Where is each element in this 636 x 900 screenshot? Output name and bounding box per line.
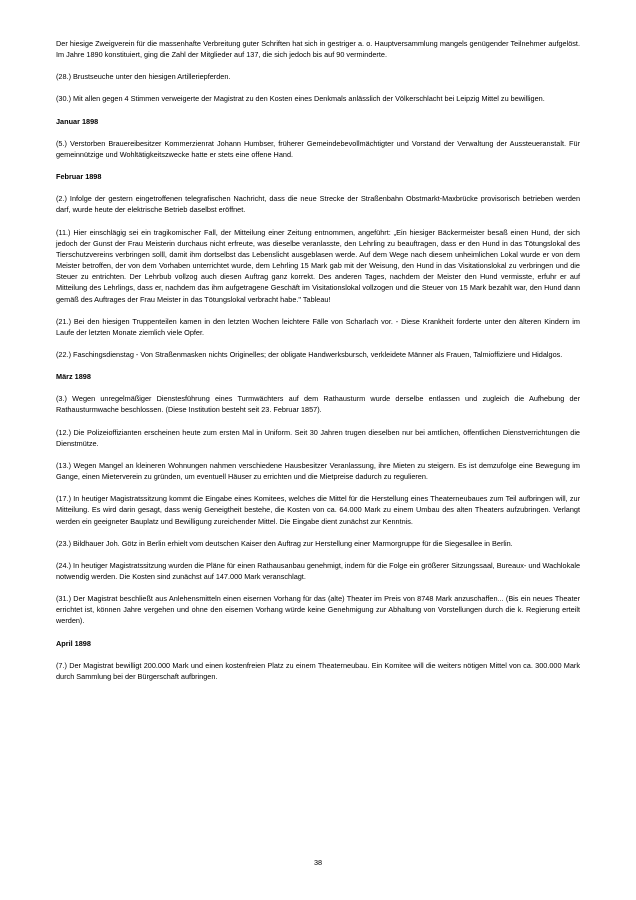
page-number: 38 [313, 858, 323, 867]
paragraph-spacer [56, 60, 580, 71]
paragraph: (7.) Der Magistrat bewilligt 200.000 Mark und einen kostenfreien Platz zu einem Theaterneubau. Ein Komitee will die weiters nötigen Mittel von ca. 300.000 Mark durch Sammlung bei der Bürgerschaft aufbringen. [56, 660, 580, 681]
paragraph: (12.) Die Polizeioffizianten erscheinen heute zum ersten Mal in Uniform. Seit 30 Jahren trugen dieselben nur bei amtlichen, öffentlichen Dienstverrichtungen die Dienstmütze. [56, 427, 580, 448]
document-body [56, 38, 580, 682]
paragraph-spacer [56, 382, 580, 393]
paragraph: (13.) Wegen Mangel an kleineren Wohnungen nahmen verschiedene Hausbesitzer Veranlassung, ihre Mieten zu steigern. Es ist demzufolge eine Bewegung im Gange, einen Mieterverein zu gründen, um eventuell Häuser zu errichten und die Mietpreise dadurch zu regulieren. [56, 460, 580, 482]
paragraph-spacer [56, 449, 580, 460]
paragraph-spacer [56, 82, 580, 93]
paragraph: Der hiesige Zweigverein für die massenhafte Verbreitung guter Schriften hat sich in gestriger a. o. Hauptversammlung mangels genügender Teilnehmer aufgelöst. Im Jahre 1890 konstituiert, ging die Zahl der Mitglieder auf 137, die sich jedoch bis auf 90 verminderte. [56, 39, 580, 60]
paragraph-spacer [56, 127, 580, 138]
paragraph: (2.) Infolge der gestern eingetroffenen telegrafischen Nachricht, dass die neue Strecke der Straßenbahn Obstmarkt-Maxbrücke provisorisch betrieben werden darf, wurde heute der elektrische Betrieb daselbst eröffnet. [56, 194, 580, 215]
paragraph: (23.) Bildhauer Joh. Götz in Berlin erhielt vom deutschen Kaiser den Auftrag zur Herstellung einer Marmorgruppe für die Siegesallee in Berlin. [56, 538, 513, 548]
paragraph-spacer [56, 160, 580, 171]
paragraph-spacer [56, 649, 580, 660]
paragraph-spacer [56, 338, 580, 349]
paragraph-spacer [56, 582, 580, 593]
paragraph-spacer [56, 627, 580, 638]
paragraph-spacer [56, 527, 580, 538]
paragraph-spacer [56, 360, 580, 371]
section-heading: Februar 1898 [56, 172, 102, 182]
paragraph: (17.) In heutiger Magistratssitzung kommt die Eingabe eines Komitees, welches die Mittel für die Herstellung eines Theaterneubaues zum Teil aufbringen will, zur Mitteilung. Es wird darin gesagt, dass wenig Geneigtheit bestehe, die Kosten von ca. 64.000 Mark zu einem Umbau des alten Theaters aufzubringen. Verlangt werden ein geeigneter Bauplatz und Bewilligung zureichender Mittel. Die Eingabe dient zunächst zur Kenntnis. [56, 494, 580, 526]
paragraph-spacer [56, 182, 580, 193]
paragraph-spacer [56, 482, 580, 493]
paragraph: (31.) Der Magistrat beschließt aus Anlehensmitteln einen eisernen Vorhang für das (alte) Theater im Preis von 8748 Mark anzuschaffen... (Bis ein neues Theater errichtet ist, können Jahre vergehen und ohne den eisernen Vorhang würde keine Genehmigung zur Abhaltung von Vorstellungen durch die k. Regierung erteilt werden). [56, 594, 580, 626]
section-heading: März 1898 [56, 372, 91, 382]
paragraph: (22.) Faschingsdienstag - Von Straßenmasken nichts Originelles; der obligate Handwerksbursch, verkleidete Männer als Frauen, Talmioffiziere und Hidalgos. [56, 349, 563, 359]
paragraph-spacer [56, 416, 580, 427]
paragraph-spacer [56, 105, 580, 116]
paragraph-spacer [56, 305, 580, 316]
paragraph-spacer [56, 549, 580, 560]
paragraph: (24.) In heutiger Magistratssitzung wurden die Pläne für einen Rathausanbau genehmigt, indem für die Folge ein größerer Sitzungssaal, Bureaux- und Wachlokale notwendig werden. Die Kosten sind zunächst auf 147.000 Mark veranschlagt. [56, 560, 580, 581]
paragraph: (30.) Mit allen gegen 4 Stimmen verweigerte der Magistrat zu den Kosten eines Denkmals anlässlich der Völkerschlacht bei Leipzig Mittel zu bewilligen. [56, 94, 545, 104]
section-heading: April 1898 [56, 638, 91, 648]
paragraph-spacer [56, 216, 580, 227]
paragraph: (11.) Hier einschlägig sei ein tragikomischer Fall, der Mitteilung einer Zeitung entnommen, angeführt: „Ein hiesiger Bäckermeister besaß einen Hund, der sich jedoch der Gunst der Frau Meisterin durchaus nicht erfreute, was dieselbe veranlasste, den Lehrling zu beauftragen, dass er den Hund in das Tötungslokal des Tierschutzvereins verbringen solll, damit ihm dortselbst das Lebenslicht ausgeblasen werde. Auf dem Wege nach diesem unheimlichen Lokal wurde er von dem Meister betroffen, der von dem Vorhaben unterrichtet wurde, dem Lehrling 15 Mark gab mit der Weisung, den Hund in das Visitationslokal zu verbringen und die Steuer zu entrichten. Der Lehrbub vollzog auch diesen Auftrag ganz korrekt. Des anderen Tages, nachdem der Meister den Hund vermisste, erfuhr er auf Mitteilung des Lehrlings, dass er, nachdem das ihm aufgetragene Geschäft im Visitationslokal vollzogen und die Steuer von 15 Mark bezahlt war, den Hund dann gemäß des Auftrages der Frau Meister in das Tötungslokal verbracht habe." Tableau! [56, 227, 580, 304]
paragraph: (3.) Wegen unregelmäßiger Dienstesführung eines Turmwächters auf dem Rathausturm wurde derselbe entlassen und zugleich die Aufhebung der Rathausturmwache beschlossen. (Diese Institution besteht seit 23. Februar 1857). [56, 394, 580, 415]
paragraph: (5.) Verstorben Brauereibesitzer Kommerzienrat Johann Humbser, früherer Gemeindebevollmächtigter und Vorstand der Verwaltung der Aussteueranstalt. Für gemeinnützige und Wohltätigkeitszwecke hatte er stets eine offene Hand. [56, 138, 580, 159]
paragraph: (28.) Brustseuche unter den hiesigen Artilleriepferden. [56, 72, 231, 82]
section-heading: Januar 1898 [56, 116, 99, 126]
paragraph: (21.) Bei den hiesigen Truppenteilen kamen in den letzten Wochen leichtere Fälle von Scharlach vor. - Diese Krankheit forderte unter den älteren Kindern im Laufe der letzten Monate ziemlich viele Opfer. [56, 316, 580, 337]
